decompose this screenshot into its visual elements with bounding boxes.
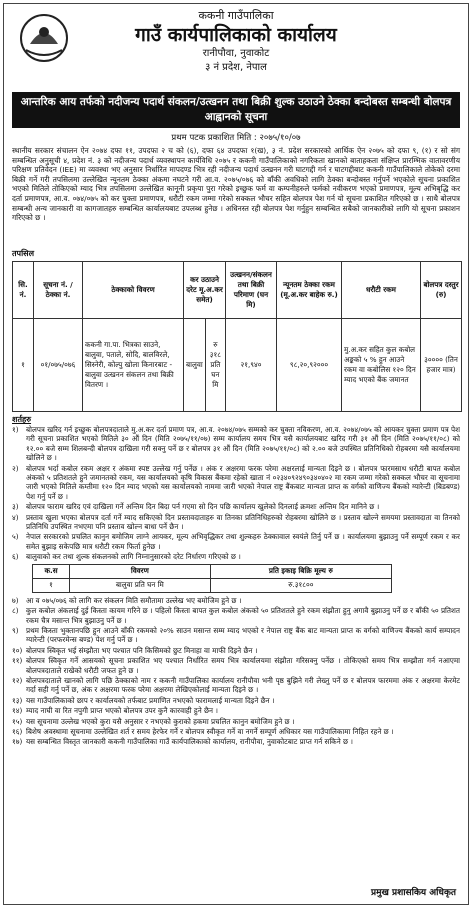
note-number: ६)	[12, 552, 19, 562]
note-item	[12, 626, 460, 645]
table-header-row	[13, 262, 462, 319]
note-text: नेपाल सरकारको प्रचलित कानुन बमोजिम लाग्ने आयकर, मूल्य अभिवृद्धिकर तथा शुल्कहरु ठेक्कावाल स्वयंले तिर्नु पर्ने छ । कार्यालयमा बुझाउनु पर्ने सम्पूर्ण रकम र कर समेत बुझाइ सकेपछि मात्र धरौटी रकम फिर्ता हुनेछ ।	[26, 532, 460, 551]
notice-title: आन्तरिक आय तर्फको नदीजन्य पदार्थ संकलन/उत्खनन तथा बिक्री शुल्क उठाउने ठेक्का बन्दोबस्त सम्बन्धी बोलपत्र आह्वानको सूचना	[12, 92, 460, 128]
table-cell: १	[13, 319, 34, 412]
note-number: ३)	[12, 502, 19, 512]
table-cell: ०१/०७५/०७६	[34, 319, 83, 412]
rates-cell: बालुवा प्रति घन मि	[70, 578, 211, 592]
note-item	[12, 676, 460, 695]
notes-list	[4, 425, 468, 747]
intro-paragraph: स्थानीय सरकार संचालन ऐन २०७४ दफा ११, उपदफा २ च को (६), दफा ६४ उपदफा १(ख), ३ नं. प्रदेश सरकारको आर्थिक ऐन २०७५ को दफा ९, (१) र सो संग सम्बन्धित अनुसूची ४, प्रदेश नं. ३ को नदीजन्य पदार्थ व्यवस्थापन कार्यविधि २०७५ र ककनी गाउँपालिकाको नगरिकता खानको बाताहकता संक्षिप्त प्रारम्भिक वातावरणीय परिक्षण प्रतिवेदन (IEE) मा व्यवस्था भए अनुसार निर्धारित मापदण्ड भित्र रही नदीजन्य पदार्थ उत्खनन गरी घाटगद्दी गर्न र घाटगद्दीबाट ककनी गाउँपालिकाले तोकेको दरमा बिक्री गर्ने गरी तपसिलमा उल्लेखित न्यूनतम ठेक्का अंकमा नघटने गरी आ.व. २०७५/०७६ को बाँकी अवधिको लागि ठेक्का बन्दोबस्त गर्नुपर्ने भएकोले सूचना प्रकाशित भएको मितिले तोकिएको म्याद भित्र तपसिलमा उल्लेखित कानूनी प्रकृया पुरा गरेको इच्छुक फर्म वा कम्पनीहरुले फर्मको नवीकरण भएको प्रमाणपत्र, मूल्य अभिबृद्धि कर दर्ता प्रमाणपत्र, आ.व. ०७४/०७५ को कर चुक्ता प्रमाणपत्र, धरौटी रकम जम्मा गरेको सक्कल भौचर सहित बोलपत्र पेश गर्न यो सूचना प्रकाशित गरिएको छ । साथै बोलपत्र सम्बन्धी अन्य जानकारी वा कागजातहरु सम्बन्धित कार्यालयबाट उपलब्ध हुनेछ । अधिनस्त रही बोलपत्र पेश गर्नुहुन सम्बन्धित सबैको जानकारीको लागि यो सूचना प्रकाशन गरिएको छ ।	[12, 146, 460, 223]
rates-header-cell: क.स	[33, 564, 70, 578]
office-name: गाउँ कार्यपालिकाको कार्यालय	[135, 24, 337, 46]
note-text: यस सम्बन्धित विस्तृत जानकारी ककनी गाउँपालिका गाउँ कार्यपालिकाको कार्यालय, रानीपौवा, नुवाकोटबाट प्राप्त गर्न सकिने छ ।	[26, 737, 354, 747]
table-cell: २१,९४०	[226, 319, 277, 412]
note-text: म्याद नाघी वा रित नपुगी प्राप्त भएको बोलपत्र उपर कुनै कारवाही हुने छैन ।	[26, 706, 219, 716]
note-number: १५)	[12, 716, 23, 726]
rates-row	[33, 578, 392, 592]
signature-title: प्रमुख प्रशासकिय अधिकृत	[370, 888, 456, 898]
table-cell: रु ३१८ प्रति घन मि	[205, 319, 225, 412]
note-number: १७)	[12, 737, 23, 747]
note-text: बालुवाको कर तथा शुल्क संकलनको लागि निम्नानुसारको दरेट निर्धारण गरिएको छ ।	[26, 552, 241, 562]
note-text: प्रस्ताव खुला भएका बोलपत्र दर्ता गर्ने म्याद सकिएको दिन प्रस्तावदाताहरु वा तिनका प्रतिनिधिहरुको रोहबरमा खोलिने छ । प्रस्ताव खोल्ने समयमा प्रस्तावदाता वा तिनको प्रतिनिधि उपस्थित नभएमा पनि प्रस्ताव खोल्न बाधा पर्ने छैन ।	[26, 512, 460, 532]
note-item	[12, 727, 460, 736]
note-text: प्रथम किस्ता भुक्तानपछि हुन आउने बाँकी रकमको २०% साउन मसान्त सम्म म्याद भएको र नेपाल राष्ट्र बैंक बाट मान्यता प्राप्त क वर्गको वाणिज्य बैंकको कार्य सम्पादन ग्यारेन्टी (परफरमेन्स बण्ड) पेश गर्नु पर्ने छ ।	[26, 625, 460, 645]
table-header-cell: सूचना नं. / ठेक्का नं.	[34, 262, 83, 319]
notice-page	[3, 3, 469, 905]
note-item	[12, 596, 460, 605]
table-header-cell: बोलपत्र दस्तुर (रु)	[421, 262, 462, 319]
note-item	[12, 552, 460, 561]
note-item	[12, 464, 460, 502]
note-number: ४)	[12, 512, 19, 522]
table-row	[13, 319, 462, 412]
rates-table	[32, 564, 392, 593]
publication-date: प्रथम पटक प्रकाशित मिति : २०७५/१०/०७	[171, 133, 301, 143]
nepal-emblem-icon	[16, 12, 72, 64]
note-number: १०)	[12, 645, 23, 655]
table-cell: ककनी गा.पा. भित्रका साउने, बालुवा, पताले, सोदि, बालविरले, सिस्नेरी, कोल्पु खोला किनारबाट - बालुवा उत्खनन संकलन तथा बिक्री वितरण ।	[83, 319, 184, 412]
note-text: बोलपत्र भर्दा कबोल रकम अक्षर र अंकमा स्पष्ट उल्लेख गर्नु पर्नेछ । अंक र अक्षरमा फरक परेमा अक्षरलाई मान्यता दिइने छ । बोलपत्र फारमसाथ धरौटी बापत कबोल अंकको ५ प्रतिशतले हुने जमानतको रकम, यस कार्यालयको कृषि विकास बैंकमा रहेको खाता नं ०२३४०९२४९०३४०४०२ मा रकम जम्मा गरेको सक्कल भौचर वा सूचनामा जारी भएको मितिले कम्तीमा १२० दिन म्याद भएको यस कार्यालयको नाममा जारी भएको नेपाल राष्ट्र बैंकबाट मान्यता प्राप्त क वर्गको वाणिज्य बैंकको ग्यारेन्टी (बिडबण्ड) पेश गर्नु पर्ने छ ।	[26, 463, 460, 501]
note-item	[12, 606, 460, 625]
note-number: ८)	[12, 606, 19, 616]
table-header-cell: ठेक्काको विवरण	[83, 262, 184, 319]
table-header-cell: धरौटी रकम	[342, 262, 421, 319]
note-text: आ व ०७५/०७६ को लागि कर संकलन मिति समौतामा उल्लेख भए बमोजिम हुने छ ।	[26, 595, 242, 605]
note-number: १)	[12, 425, 19, 434]
table-cell: मु.अ.कर सहित कुल कबोल अङ्कको ५ % हुन आउने रकम वा कबोलिस १२० दिन म्याद भएको बैंक जमानत	[342, 319, 421, 412]
note-number: १३)	[12, 695, 23, 705]
note-item	[12, 706, 460, 715]
note-number: ९)	[12, 625, 19, 635]
rates-header-cell: प्रति इकाइ बिक्रि मूल्य रु	[210, 564, 391, 578]
rates-cell: १	[33, 578, 70, 592]
note-item	[12, 656, 460, 675]
note-number: १४)	[12, 706, 23, 716]
table-cell: ३०००० (तिन हजार मात्र)	[421, 319, 462, 412]
province-name: ३ नं प्रदेश, नेपाल	[205, 62, 267, 73]
rates-cell: रु.३१८००	[210, 578, 391, 592]
note-item	[12, 513, 460, 532]
rates-header-cell: विवरण	[70, 564, 211, 578]
note-text: बोलपत्रदाताले खानको लागि पछि ठेक्काको नाम र ककनी गाउँपालिका कार्यालय रानीपौवा भनी पृष्ठ बुझिने गरी लेख्नु पर्ने छ र बोलपत्र फारममा अंक र अक्षरमा केरमेट गर्दा सही गर्नु पर्ने छ, अंक र अक्षरमा फरक परेमा अक्षरमा लेखिएकोलाई मान्यता दिइने छ ।	[26, 675, 460, 695]
note-item	[12, 717, 460, 726]
note-number: ११)	[12, 656, 23, 666]
note-item	[12, 532, 460, 551]
note-item	[12, 425, 460, 463]
table-cell: ९८,२०,९२०००	[277, 319, 342, 412]
municipality-name: ककनी गाउँपालिका	[198, 9, 274, 22]
table-header-cell: उत्खनन/संकलन तथा बिक्री परिमाण (घन मि)	[226, 262, 277, 319]
table-label: तपसिल	[12, 249, 35, 258]
note-item	[12, 646, 460, 655]
note-text: बोलपत्र स्विकृत भई संम्झौता भए पश्चात पनि किसिमको छुट मिनाहा वा माफी दिइने छैन ।	[26, 645, 258, 655]
note-item	[12, 502, 460, 511]
note-text: बिशेष अवस्थामा सूचनामा उल्लेखित शर्त र समय हेरफेर गर्ने र बोलपत्र स्वीकृत गर्ने वा नगर्ने सम्पूर्ण अधिकार यस गाउँपालिकामा निहित रहने छ ।	[26, 726, 394, 736]
table-cell: बालुवा	[184, 319, 206, 412]
note-item	[12, 696, 460, 705]
note-number: ७)	[12, 595, 19, 605]
note-number: २)	[12, 463, 19, 473]
note-text: बोलपत्र फाराम खरिद एवं दाखिला गर्ने अन्तिम दिन बिदा पर्न गएमा सो दिन पछि कार्यालय खुलेको दिनलाई क्रमशः अन्तिम दिन मानिने छ ।	[26, 502, 380, 512]
office-address: रानीपौवा, नुवाकोट	[202, 48, 270, 59]
note-text: बोलपत्र स्विकृत गर्ने आसयको सूचना प्रकाशित भए पश्चात निर्धारित समय भित्र कार्यालयमा संझौता गरिसक्नु पर्नेछ । तोकिएको समय भित्र सम्झौता गर्न नआएमा बोलपत्रदाताले राखेको धरौटी जफत हुने छ ।	[26, 656, 460, 675]
notes-label: शर्तहरु	[12, 415, 32, 424]
table-header-cell: न्यूनतम ठेक्का रकम (मू.अ.कर बाहेक रु.)	[277, 262, 342, 319]
table-header-cell: सि. नं.	[13, 262, 34, 319]
note-text: यस गाउँपालिकाको छाप र कार्यालयको तर्फबाट प्रमाणित नभएको फारामलाई मान्यता दिइने छैन ।	[26, 695, 275, 705]
table-header-cell: कर उठाउने दरेट मू.अ.कर समेत)	[184, 262, 226, 319]
contract-table	[12, 261, 462, 412]
rates-header-row	[33, 564, 392, 578]
header	[4, 4, 468, 90]
note-text: बोलपत्र खरिद गर्न इच्छुक बोलपत्रदाताले मु.अ.कर दर्ता प्रमाण पत्र, आ.व. २०७४/०७५ सम्मको कर चुक्ता नविकरण, आ.व. २०७४/०७५ को आयकर चुक्ता प्रमाण पत्र पेश गरी सूचना प्रकाशित भएको मितिले ३० औं दिन (मिति २०७५/११/०७) सम्म कार्यालय समय भित्र यसै कार्यालयबाट खरिद गरी ३१ औं दिन (मिति २०७५/११/०८) को १२.०० बजे सम्म शिलबन्दी बोलपत्र दाखिला गरी सक्नु पर्ने छ र बोलपत्र ३१ औं दिन (मिति २०७५/११/०८) को २.०० बजे उपस्थित प्रतिनिधिको रोहबरमा यसै कार्यालयमा खोलिने छ ।	[26, 425, 460, 463]
note-number: १६)	[12, 726, 23, 736]
note-text: कुल कबोल अंकलाई दुई किस्ता कायम गरिने छ । पहिलो किस्ता बापत कुल कबोल अंकको ५० प्रतिशतले हुने रकम संझौता हुनु अगावै बुझाउनु पर्ने छ र बाँकी ५० प्रतिशत रकम चैत्र मसान्त भित्र बुझाउनु पर्ने छ ।	[26, 606, 460, 625]
note-text: यस सूचनामा उल्लेख भएको कुरा यसै अनुसार र नभएको कुराको हकमा प्रचलित कानुन बमोजिम हुने छ ।	[26, 716, 295, 726]
note-number: ५)	[12, 532, 19, 542]
note-item	[12, 737, 460, 746]
note-number: १२)	[12, 675, 23, 685]
